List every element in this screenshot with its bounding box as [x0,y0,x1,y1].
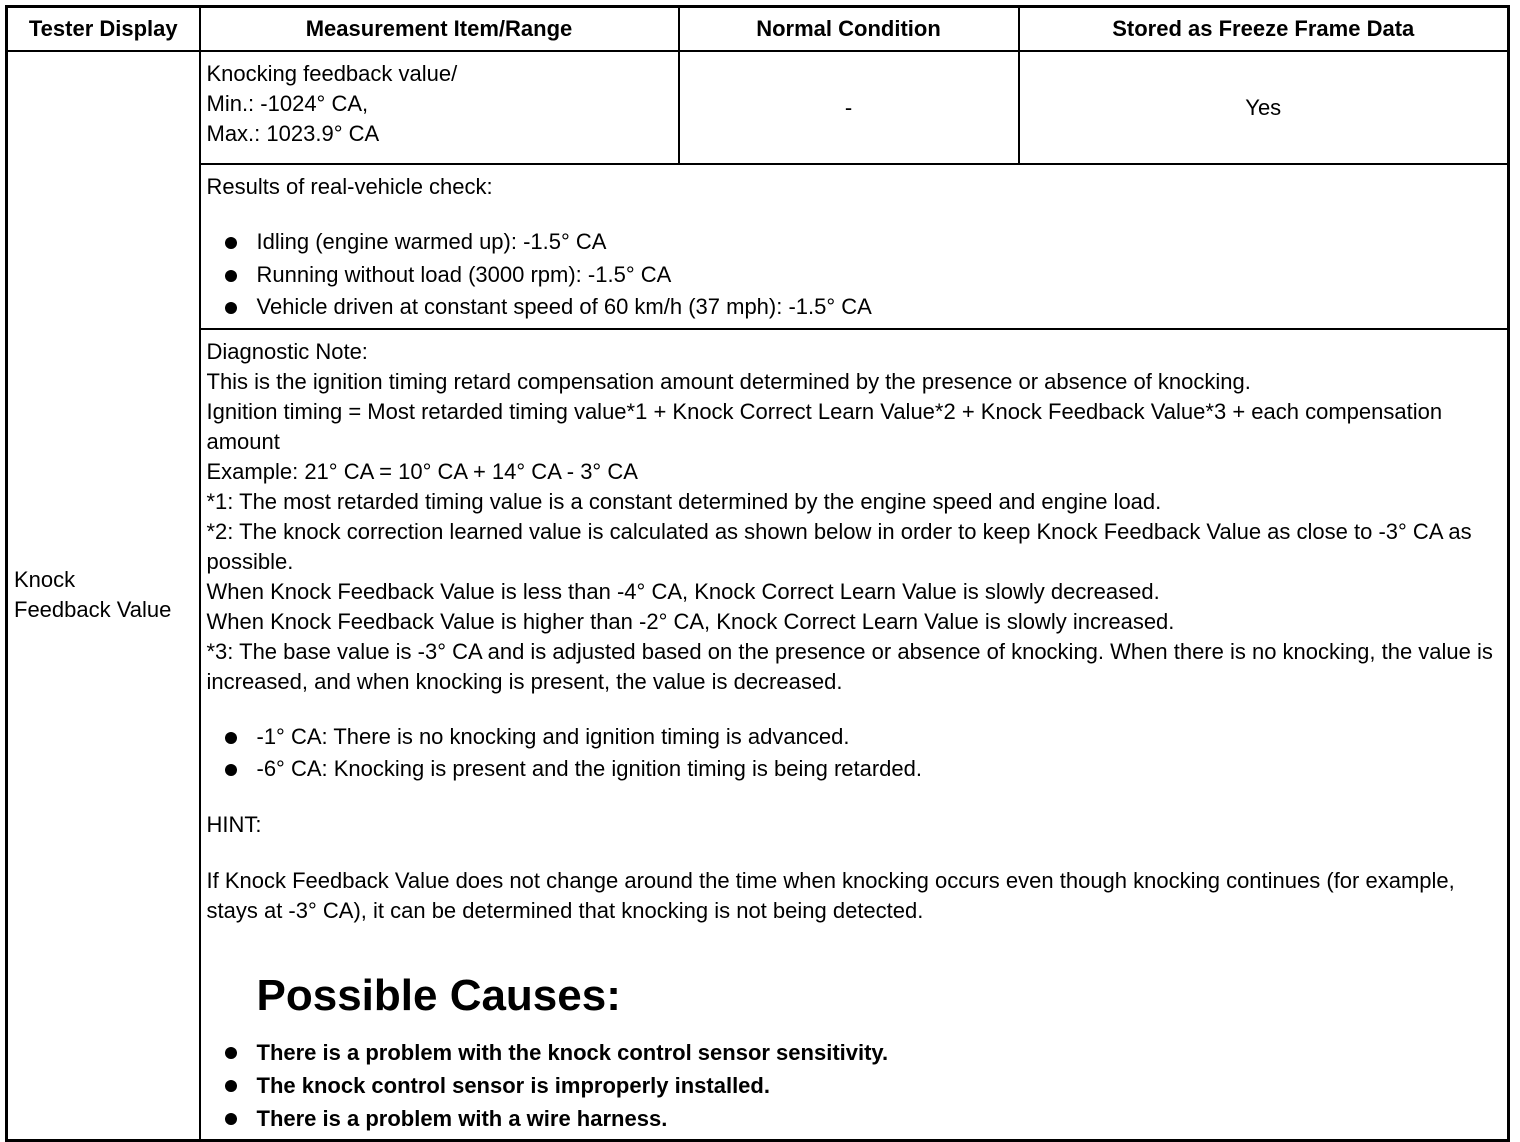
tester-display-name-cont: Feedback Value [14,597,172,623]
hint-text: If Knock Feedback Value does not change around the time when knocking occurs even though knocking continues (for example, stays at -3° CA), it can be determined that knocking is not being detected. [206,867,1455,923]
list-item: Running without load (3000 rpm): -1.5° CA [207,259,1502,292]
table-row [7,164,1509,329]
header-measurement-item: Measurement Item/Range [200,7,679,52]
normal-condition-cell: - [679,51,1019,164]
header-row [7,7,1509,52]
header-normal-condition: Normal Condition [679,7,1019,52]
data-list-table [5,5,1510,1142]
list-item: There is a problem with a wire harness. [207,1102,1502,1135]
vehicle-check-title: Results of real-vehicle check: [206,174,493,199]
measurement-range-cell [200,51,679,164]
note-line: When Knock Feedback Value is higher than -2° CA, Knock Correct Learn Value is slowly increased. [206,608,1175,634]
list-item: Idling (engine warmed up): -1.5° CA [207,226,1502,259]
tester-display-name: Knock [14,567,76,593]
freeze-frame-cell: Yes [1019,51,1509,164]
header-freeze-frame: Stored as Freeze Frame Data [1019,7,1509,52]
vehicle-check-cell [200,164,1509,329]
note-line: *2: The knock correction learned value is calculated as shown below in order to keep Knock Feedback Value as close to -3° CA as possible. [206,518,1472,574]
note-line: Ignition timing = Most retarded timing value*1 + Knock Correct Learn Value*2 + Knock Feedback Value*3 + each compensation amount [206,398,1443,454]
note-heading: Diagnostic Note: [206,338,368,364]
note-line: When Knock Feedback Value is less than -4° CA, Knock Correct Learn Value is slowly decreased. [206,578,1160,604]
vehicle-check-list [207,226,1502,324]
note-line: *1: The most retarded timing value is a constant determined by the engine speed and engine load. [206,488,1162,514]
table-row [7,329,1509,1141]
list-item: -1° CA: There is no knocking and ignition timing is advanced. [207,721,1502,754]
hint-label: HINT: [206,811,262,837]
list-item: -6° CA: Knocking is present and the ignition timing is being retarded. [207,753,1502,786]
note-bullet-list [207,721,1502,786]
note-line: Example: 21° CA = 10° CA + 14° CA - 3° CA [206,458,638,484]
range-max: Max.: 1023.9° CA [206,121,380,146]
list-item: There is a problem with the knock control sensor sensitivity. [207,1036,1502,1069]
table-row [7,51,1509,164]
range-line: Knocking feedback value/ [206,61,458,86]
list-item: The knock control sensor is improperly installed. [207,1069,1502,1102]
possible-causes-list [207,1036,1502,1135]
list-item: Vehicle driven at constant speed of 60 km/h (37 mph): -1.5° CA [207,291,1502,324]
range-min: Min.: -1024° CA, [206,91,369,116]
diagnostic-note-cell [200,329,1509,1141]
header-tester-display: Tester Display [7,7,200,52]
note-line: This is the ignition timing retard compensation amount determined by the presence or absence of knocking. [206,368,1251,394]
tester-display-cell [7,51,200,1140]
possible-causes-title: Possible Causes: [256,970,621,1020]
note-line: *3: The base value is -3° CA and is adjusted based on the presence or absence of knocking. When there is no knocking, the value is increased, and when knocking is present, the value is decreased. [206,638,1493,694]
